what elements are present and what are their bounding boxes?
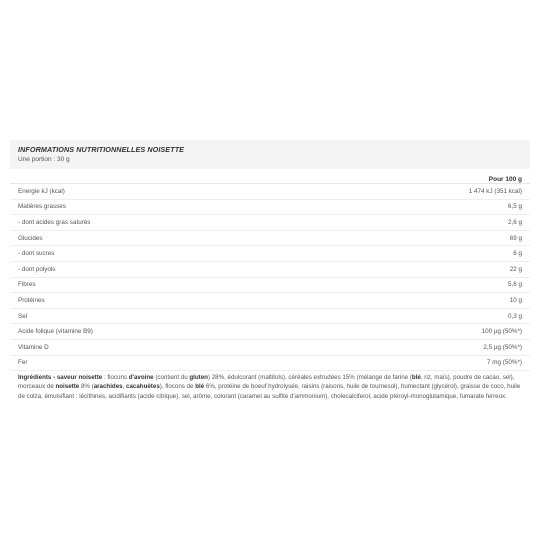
ingredient-text: 8% ( [79,383,94,391]
ingredient-highlight: Ingrédients - saveur noisette [18,374,103,382]
ingredient-highlight: blé [411,374,421,382]
nutrition-row [10,200,530,216]
nutrition-card [10,140,530,401]
ingredient-text: , [122,383,127,391]
nutrient-value: 1 474 kJ (351 kcal) [468,187,522,195]
nutrient-name: Sel [18,312,28,320]
ingredient-text: ) 28%, édulcorant (maltitols), céréales extrudées 15% (mélange de farine ( [207,374,412,382]
nutrition-row [10,293,530,309]
nutrition-row [10,309,530,325]
nutrition-row [10,356,530,372]
nutrient-name: Fibres [18,281,36,289]
nutrient-value: 6,5 g [507,203,522,211]
nutrient-value: 100 µg (50%*) [481,328,522,336]
ingredient-highlight: arachides [93,383,123,391]
nutrient-name: Vitamine D [18,343,49,351]
nutrition-row [10,278,530,294]
nutrient-name: Protéines [18,296,45,304]
nutrient-name: Acide folique (vitamine B9) [18,328,93,336]
ingredient-text: , riz, maïs), poudre de cacao, sel), morceaux de [18,374,515,391]
portion-size: Une portion : 30 g [18,156,70,163]
nutrient-name: - dont sucres [18,250,55,258]
ingredient-text: 6%, protéine de boeuf hydrolysée, raisins (raisons, huile de tournesol), humectant (glycérol), graisse de coco, huile de colza, émulsifiant : lécithines, acidifiants (acide citrique), sel, arôme, colorant (caramel au sulfite d'ammonium), cholecalciferol, acide ptéroyl-monoglutamique, fumarate ferreux. [18,383,521,400]
nutrient-value: 0,3 g [507,312,522,320]
ingredient-text: : flocons [102,374,129,382]
ingredient-highlight: cacahuètes [126,383,160,391]
nutrient-name: - dont acides gras saturés [18,218,91,226]
nutrient-value: 10 g [509,296,522,304]
nutrition-row [10,246,530,262]
nutrition-row [10,231,530,247]
nutrition-row [10,215,530,231]
ingredient-highlight: d'avoine [128,374,154,382]
nutrition-rows [10,184,530,371]
nutrient-value: 22 g [509,265,522,273]
nutrition-row [10,324,530,340]
nutrient-value: 2,6 g [507,218,522,226]
ingredient-text: ), flocons de [159,383,196,391]
nutrient-value: 7 mg (50%*) [487,359,522,367]
ingredient-highlight: blé [195,383,205,391]
nutrient-value: 69 g [509,234,522,242]
nutrition-header [10,140,530,169]
nutrient-value: 2,5 µg (50%*) [483,343,522,351]
nutrient-name: Matières grasses [18,203,66,211]
ingredient-highlight: noisette [55,383,80,391]
nutrition-title: INFORMATIONS NUTRITIONNELLES NOISETTE [18,145,185,154]
nutrient-name: Fer [18,359,28,367]
nutrient-name: - dont polyols [18,265,56,273]
nutrient-name: Energie kJ (kcal) [18,187,65,195]
nutrient-value: 6 g [513,250,522,258]
nutrient-name: Glucides [18,234,43,242]
column-header [10,171,530,184]
nutrient-value: 5,6 g [507,281,522,289]
per-100g-header: Pour 100 g [488,176,522,183]
nutrition-row [10,184,530,200]
nutrition-row [10,262,530,278]
ingredient-text: (contient du [153,374,190,382]
nutrition-row [10,340,530,356]
ingredients-text [10,371,530,401]
ingredient-highlight: gluten [189,374,208,382]
